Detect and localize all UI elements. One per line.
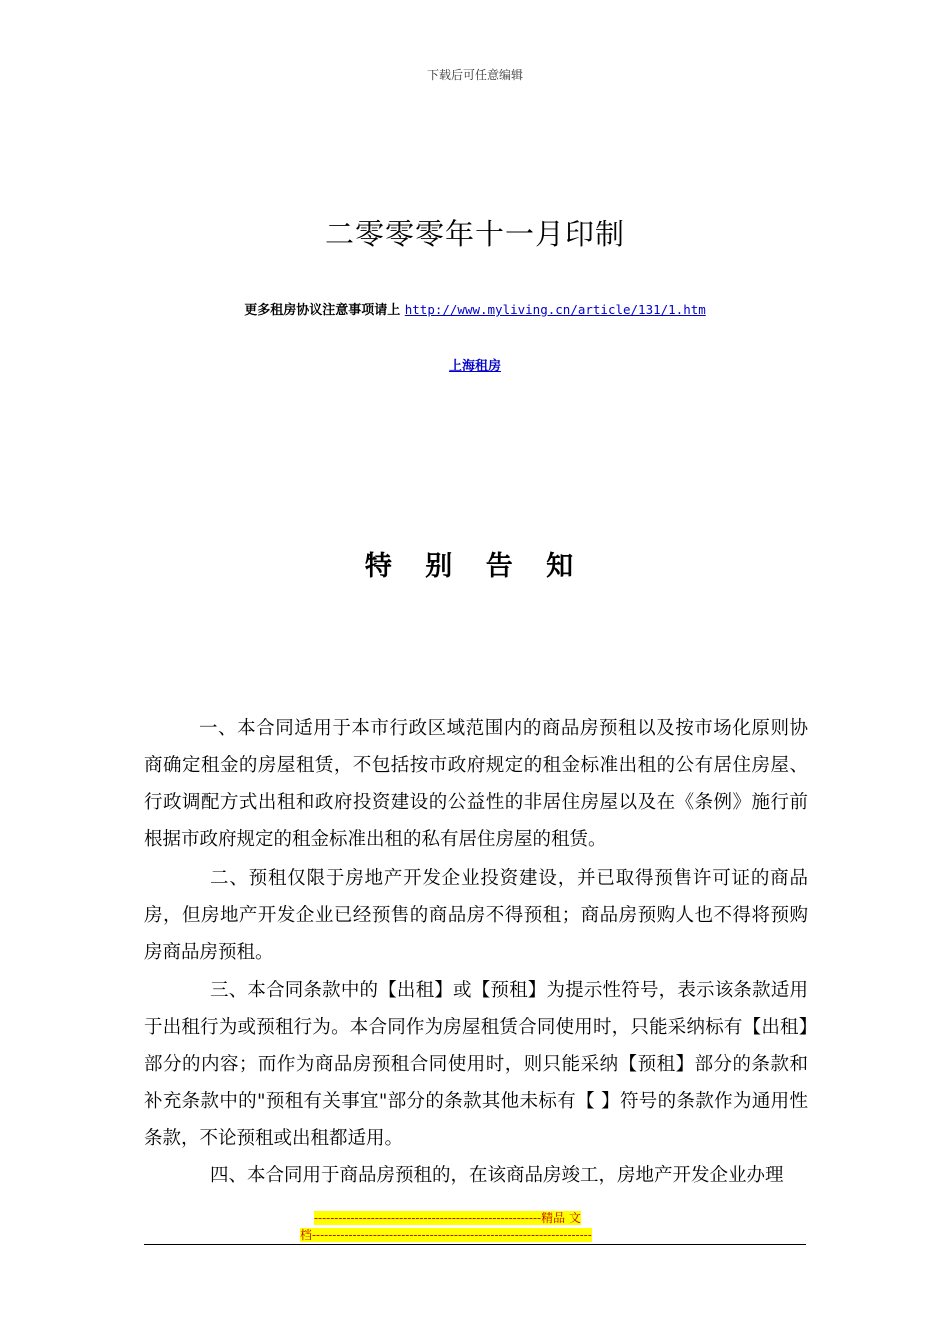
more-info-link[interactable]: http://www.myliving.cn/article/131/1.htm xyxy=(404,302,706,317)
paragraph-text: 三、本合同条款中的【出租】或【预租】为提示性符号，表示该条款适用于出租行为或预租行为。本合同作为房屋租赁合同使用时，只能采纳标有【出租】部分的内容；而作为商品房预租合同使用时，则只能采纳【预租】部分的条款和补充条款中的"预租有关事宜"部分的条款其他未标有【 】符号的条款作为通用性条款，不论预租或出租都适用。 xyxy=(144,980,808,1149)
footer-divider xyxy=(144,1244,806,1245)
more-info-text: 更多租房协议注意事项请上 xyxy=(244,303,405,318)
header-note: 下载后可任意编辑 xyxy=(426,68,523,82)
footer-banner xyxy=(300,1210,650,1244)
notice-paragraph-4 xyxy=(144,1157,808,1194)
notice-paragraph-3 xyxy=(144,972,808,1157)
paragraph-text: 二、预租仅限于房地产开发企业投资建设，并已取得预售许可证的商品房，但房地产开发企业已经预售的商品房不得预租；商品房预购人也不得将预购房商品房预租。 xyxy=(144,868,808,963)
notice-paragraph-1 xyxy=(144,710,808,858)
more-info-line xyxy=(0,299,950,318)
print-date-title: 二零零零年十一月印制 xyxy=(324,217,625,251)
notice-paragraph-2 xyxy=(144,860,808,971)
paragraph-text: 四、本合同用于商品房预租的，在该商品房竣工，房地产开发企业办理 xyxy=(210,1165,784,1186)
shanghai-rent-link[interactable]: 上海租房 xyxy=(448,359,501,374)
footer-banner-line-1: --------------------------------------------------------精品 文 xyxy=(314,1211,581,1225)
footer-banner-line-2: 档--------------------------------------------------------------------- xyxy=(300,1228,592,1242)
notice-title: 特 别 告 知 xyxy=(364,551,586,582)
paragraph-text: 一、本合同适用于本市行政区域范围内的商品房预租以及按市场化原则协商确定租金的房屋租赁，不包括按市政府规定的租金标准出租的公有居住房屋、行政调配方式出租和政府投资建设的公益性的非居住房屋以及在《条例》施行前根据市政府规定的租金标准出租的私有居住房屋的租赁。 xyxy=(144,718,808,850)
shanghai-rent-line xyxy=(0,355,950,374)
